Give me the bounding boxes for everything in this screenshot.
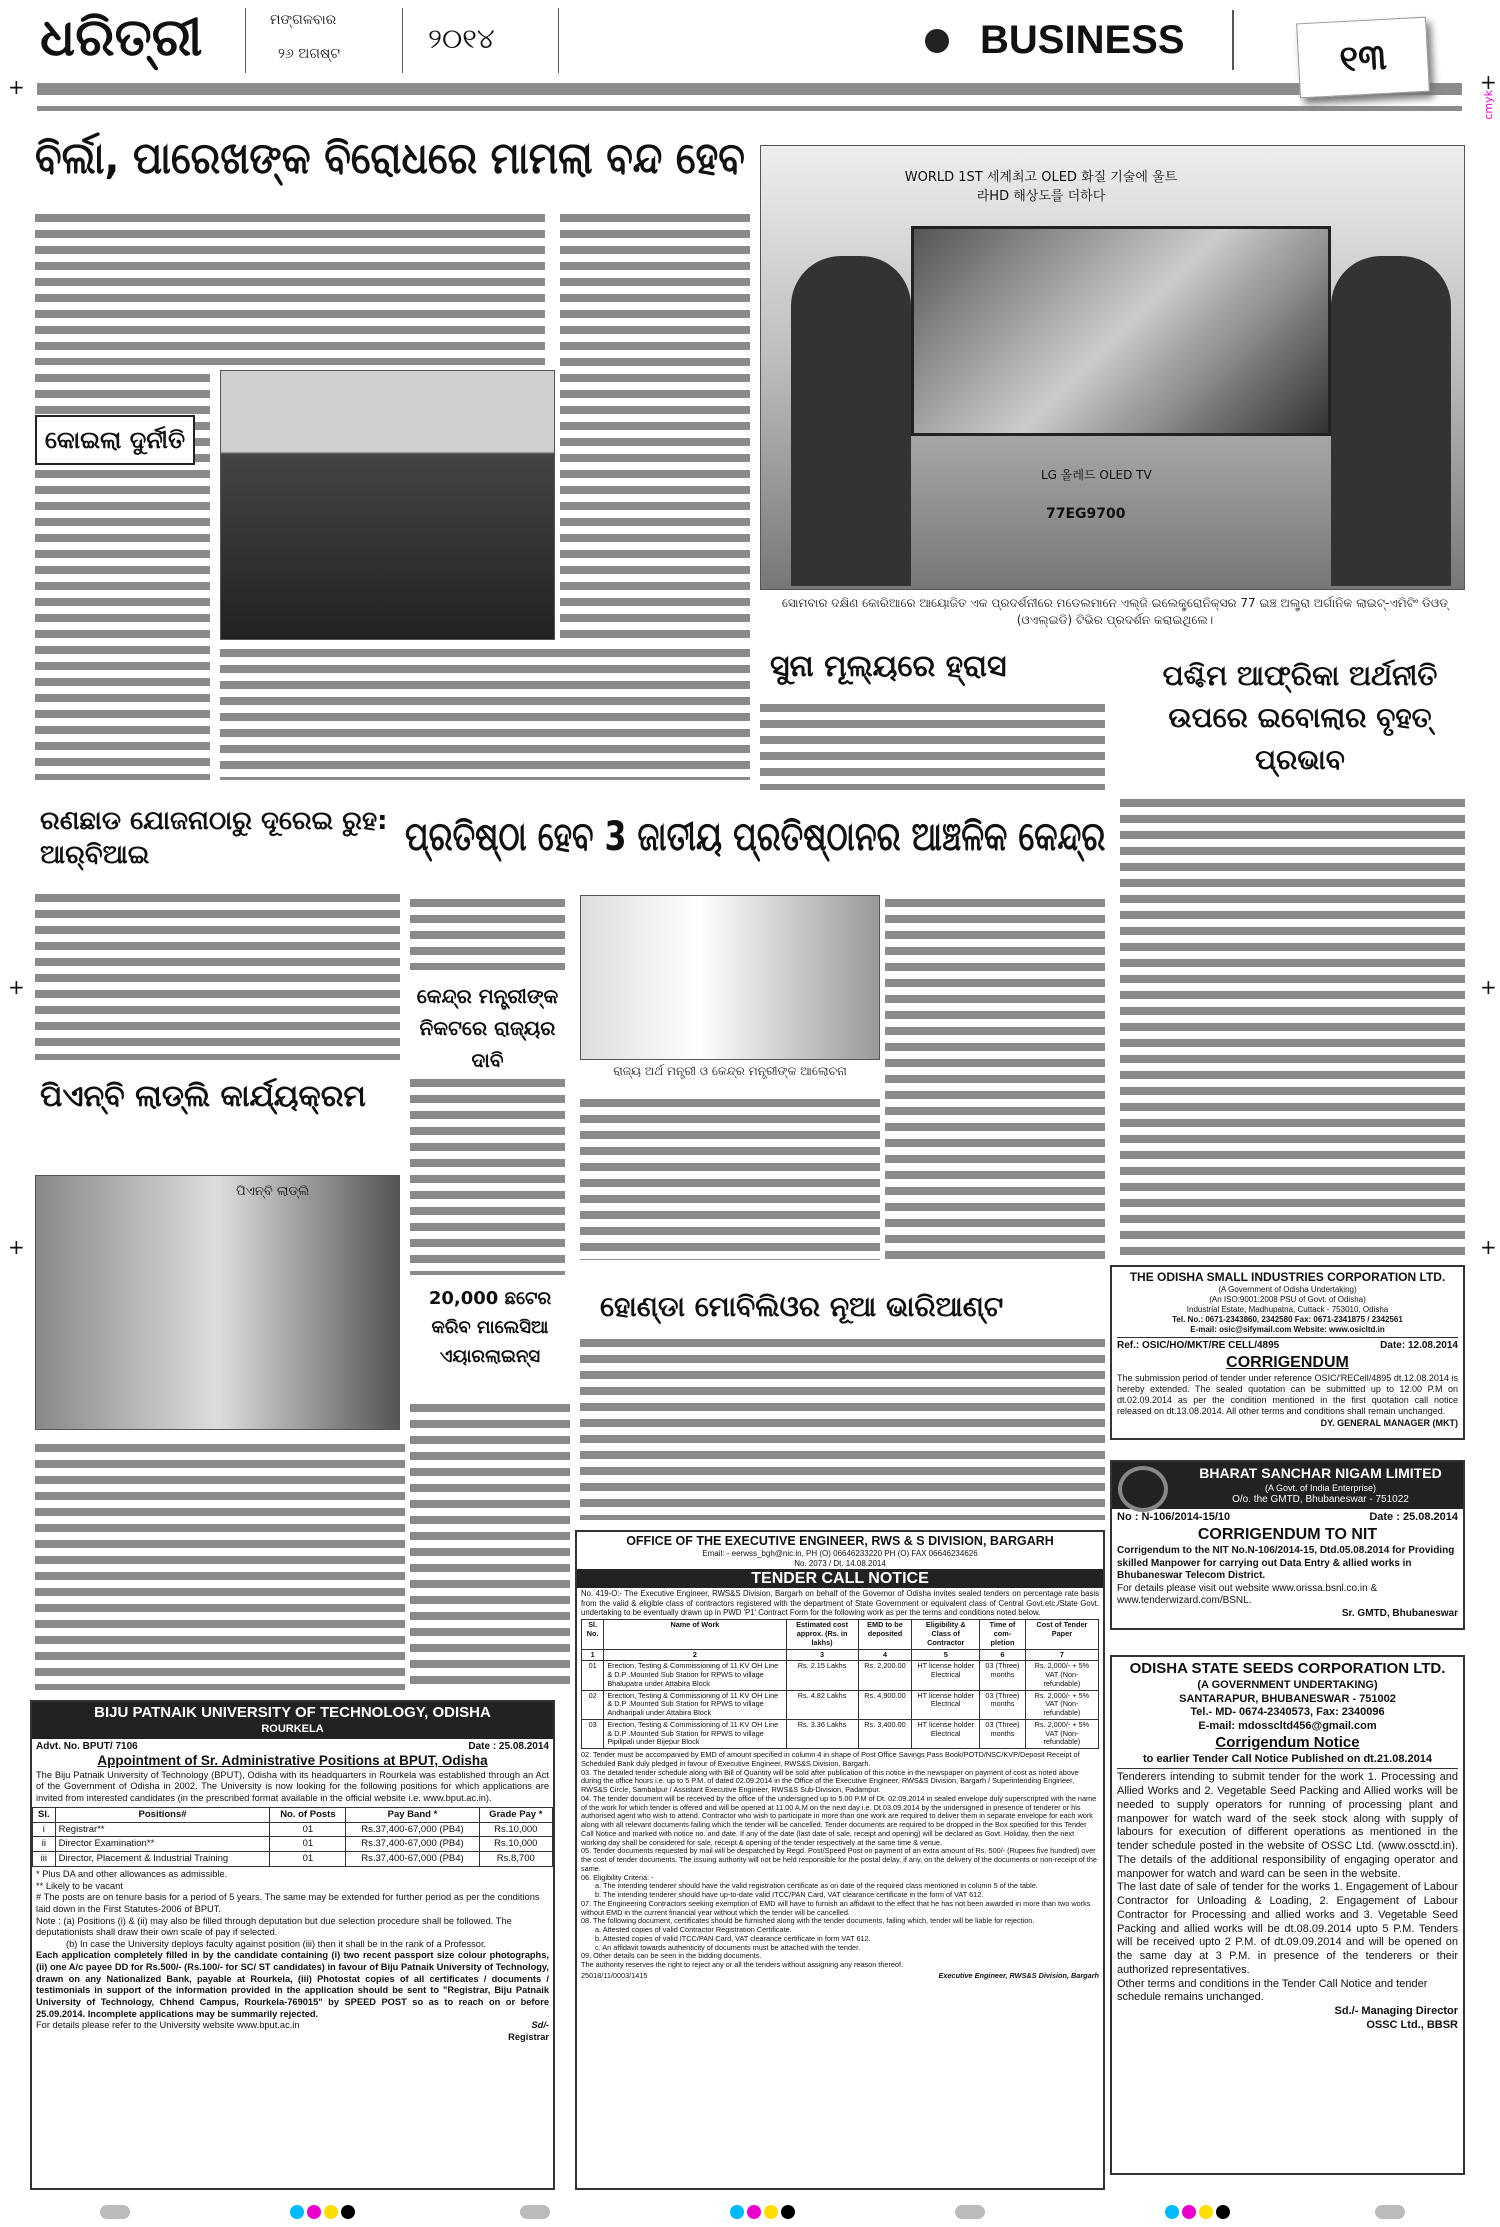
tender-note: 07. The Engineering Contractors seeking exemption of EMD will have to furnish an affidavit to the effect that he has not been awarded in more than two works without EMD in the current financial year without which the tender will be cancelled. xyxy=(581,1898,1091,1917)
tender-note: 09. Other details can be seen in the bidding documents. xyxy=(581,1951,762,1961)
table-cell: Rs. 2,000/- + 5% VAT (Non-refundable) xyxy=(1025,1719,1098,1748)
ossc-line: E-mail: mdosscltd456@gmail.com xyxy=(1198,1720,1377,1732)
ossc-name: ODISHA STATE SEEDS CORPORATION LTD. xyxy=(1129,1660,1446,1677)
ossc-para: Other terms and conditions in the Tender Call Notice and tender schedule remains unchanged. xyxy=(1117,1977,1428,2004)
bput-apply: Each application completely filled in by the candidate containing (i) two recent passport size colour photographs, (ii) one A/c payee DD for Rs.500/- (Rs.100/- for SC/ ST candidates) in favour of Biju Patnaik University of Technology, drawn on any Nationalized Bank, payable at Rourkela, (iii) Photostat copies of all certificates / documents / testimonials in support of the information provided in the application should be sent to "Registrar, Biju Patnaik University of Technology, Chhend Campus, Rourkela-769015" by SPEED POST so as to reach on or before 25.09.2014. Incomplete applications may be summarily rejected. xyxy=(36,1950,549,2019)
table-header: Cost of Tender Paper xyxy=(1025,1620,1098,1649)
bsnl-no: No : N-106/2014-15/10 xyxy=(1117,1511,1231,1524)
tv-sign-text: WORLD 1ST 세계최고 OLED 화질 기술에 울트라HD 해상도를 더하다 xyxy=(904,170,1178,204)
table-cell: iii xyxy=(33,1852,56,1867)
table-cell: Rs.10,000 xyxy=(479,1822,552,1837)
tender-note: 08. The following document, certificates should be furnished along with the tender documents, failing which, tender will be liable for rejection. xyxy=(581,1916,1035,1926)
table-cell: 01 xyxy=(270,1837,346,1852)
column-number: 3 xyxy=(786,1649,858,1661)
table-row xyxy=(33,1822,553,1837)
bput-details: For details please refer to the University website www.bput.ac.in xyxy=(36,2020,300,2031)
table-header: Pay Band * xyxy=(346,1807,479,1822)
tender-note: a. Attested copies of valid Contractor Registration Certificate. xyxy=(595,1925,792,1935)
newspaper-logo: ଧରିତ୍ରୀ xyxy=(40,8,203,68)
ossc-line: Tel.- MD- 0674-2340573, Fax: 2340096 xyxy=(1190,1706,1385,1719)
table-cell: Rs. 2.15 Lakhs xyxy=(786,1661,858,1690)
osic-line: Industrial Estate, Madhupatna, Cuttack - 753010, Odisha xyxy=(1186,1305,1389,1314)
header-bar xyxy=(37,83,1462,95)
table-cell: i xyxy=(33,1822,56,1837)
tender-title: TENDER CALL NOTICE xyxy=(577,1569,1103,1588)
bput-title: Appointment of Sr. Administrative Positions at BPUT, Odisha xyxy=(97,1753,488,1768)
osic-date: Date: 12.08.2014 xyxy=(1380,1340,1458,1351)
ossc-sign: OSSC Ltd., BBSR xyxy=(1366,2018,1458,2031)
headline-pnb: ପିଏନ୍‌ବି ଲାଡ୍‌ଲି କାର୍ଯ୍ୟକ୍ରମ xyxy=(40,1079,366,1114)
tender-no: No. 2073 / Dt. 14.08.2014 xyxy=(794,1558,886,1568)
tender-table xyxy=(581,1619,1099,1749)
article-body xyxy=(885,895,1105,1260)
table-cell: HT license holder Electrical xyxy=(912,1690,980,1719)
headline-birla: ବିର୍ଲା, ପାରେଖଙ୍କ ବିରୋଧରେ ମାମଲା ବନ୍ଦ ହେବ xyxy=(35,133,745,184)
table-header: EMD to be deposited xyxy=(858,1620,912,1649)
article-body xyxy=(560,210,750,645)
table-row xyxy=(33,1852,553,1867)
ossc-sign: Sd./- Managing Director xyxy=(1334,2005,1458,2017)
table-cell: Rs.37,400-67,000 (PB4) xyxy=(346,1822,479,1837)
article-body xyxy=(35,890,400,1060)
tender-note: 02. Tender must be accompanied by EMD of amount specified in column 4 in shape of Post Office Savings Pass Book/POTD/NSC/KVP/Deposit Receipt of Scheduled Bank duly pledged in favour of Executive Engineer, RWS&S Division, Bargarh. xyxy=(581,1750,1080,1768)
issue-year: ୨୦୧୪ xyxy=(428,22,495,55)
bput-recruitment-ad xyxy=(30,1700,555,2190)
table-cell: Rs. 3,400.00 xyxy=(858,1719,912,1748)
table-cell: 01 xyxy=(270,1852,346,1867)
section-title: BUSINESS xyxy=(980,18,1185,62)
bput-note: Note : (a) Positions (i) & (ii) may also be filled through deputation but due selection procedure shall be followed. The deputationists shall draw their own scale of pay if selected. xyxy=(36,1915,512,1938)
bsnl-date: Date : 25.08.2014 xyxy=(1369,1511,1458,1524)
bsnl-details: For details please visit out website www.orissa.bsnl.co.in & www.tenderwizard.com/BSNL. xyxy=(1117,1582,1378,1606)
page-number: ୧୩ xyxy=(1338,36,1388,81)
table-header: Time of com-pletion xyxy=(980,1620,1026,1649)
page-number-tab xyxy=(1296,17,1430,99)
issue-day: ମଙ୍ଗଳବାର xyxy=(270,12,337,28)
table-cell: Rs. 2,000/- + 5% VAT (Non-refundable) xyxy=(1025,1690,1098,1719)
crop-mark: + xyxy=(1480,1235,1497,1259)
article-body xyxy=(580,1095,880,1260)
header-rule xyxy=(37,106,1462,111)
table-cell: 03 xyxy=(582,1719,604,1748)
tender-note: 06. Eligibility Criteria: - xyxy=(581,1872,654,1882)
article-body xyxy=(410,895,565,970)
article-body xyxy=(580,1335,1105,1520)
osic-name: THE ODISHA SMALL INDUSTRIES CORPORATION LTD. xyxy=(1129,1270,1446,1284)
table-cell: Rs. 2,200.00 xyxy=(858,1661,912,1690)
bput-notes xyxy=(36,1869,549,1950)
bput-note: * Plus DA and other allowances as admissible. xyxy=(36,1869,228,1880)
osic-line: E-mail: osic@sifymail.com Website: www.osicltd.in xyxy=(1117,1325,1458,1338)
tender-note: c. An affidavit towards authenticity of documents must be attached with the tender. xyxy=(595,1942,861,1952)
crop-mark: + xyxy=(1480,975,1497,999)
ossc-subtitle: to earlier Tender Call Notice Published on dt.21.08.2014 xyxy=(1117,1753,1458,1770)
ossc-line: SANTARAPUR, BHUBANESWAR - 751002 xyxy=(1179,1692,1396,1705)
ossc-para: The last date of sale of tender for the works 1. Engagement of Labour Contractor for Unloading & Loading, 2. Engagement of Labour Contractor for Processing and allied works and 3. Vegetable Seed Packing and allied works will be dt.08.09.2014 upto 5 P.M. Tenders will be received upto 2 P.M. of dt.09.09.2014 and will be opened on the same day at 3 P.M. in presence of the tenderers or their authorized representatives. xyxy=(1117,1881,1458,1976)
masthead xyxy=(0,0,1500,125)
table-header: Estimated cost approx. (Rs. in lakhs) xyxy=(786,1620,858,1649)
table-cell: 02 xyxy=(582,1690,604,1719)
table-row xyxy=(582,1661,1099,1690)
play-icon xyxy=(925,29,949,53)
article-body xyxy=(220,645,750,780)
table-header: No. of Posts xyxy=(270,1807,346,1822)
bput-note: ** Likely to be vacant xyxy=(36,1880,123,1891)
column-number: 7 xyxy=(1025,1649,1098,1661)
bsnl-logo-icon xyxy=(1118,1466,1168,1512)
table-cell: Rs.37,400-67,000 (PB4) xyxy=(346,1852,479,1867)
headline-ebola: ପଶ୍ଚିମ ଆଫ୍ରିକା ଅର୍ଥନୀତି ଉପରେ ଇବୋଲାର ବୃହତ୍ ପ୍ରଭାବ xyxy=(1162,659,1438,776)
table-cell: 01 xyxy=(270,1822,346,1837)
table-cell: Registrar** xyxy=(55,1822,270,1837)
table-cell: Director, Placement & Industrial Training xyxy=(55,1852,270,1867)
table-cell: Rs.37,400-67,000 (PB4) xyxy=(346,1837,479,1852)
osic-line: (An ISO:9001:2008 PSU of Govt. of Odisha) xyxy=(1209,1295,1366,1304)
table-cell: Erection, Testing & Commissioning of 11 KV OH Line & D.P .Mounted Sub Station for RPWS to village Andharipali under Attabira Block xyxy=(604,1690,786,1719)
issue-date: ୨୬ ଅଗଷ୍ଟ xyxy=(278,46,341,62)
table-cell: Rs. 4,900.00 xyxy=(858,1690,912,1719)
table-header: Eligibility & Class of Contractor xyxy=(912,1620,980,1649)
table-cell: 03 (Three) months xyxy=(980,1661,1026,1690)
table-header: Positions# xyxy=(55,1807,270,1822)
meeting-photo xyxy=(580,895,880,1060)
table-cell: Rs.10,000 xyxy=(479,1837,552,1852)
lg-oled-tv-photo xyxy=(760,145,1465,590)
article-body xyxy=(35,1440,405,1690)
model-left xyxy=(791,256,911,586)
bput-sign: Sd/- xyxy=(531,2020,549,2031)
bput-name: BIJU PATNAIK UNIVERSITY OF TECHNOLOGY, ODISHA xyxy=(94,1704,491,1721)
osic-sign: DY. GENERAL MANAGER (MKT) xyxy=(1320,1417,1458,1428)
table-cell: Rs. 4.82 Lakhs xyxy=(786,1690,858,1719)
tender-code: 25018/11/0003/1415 xyxy=(581,1970,648,1980)
table-cell: 03 (Three) months xyxy=(980,1719,1026,1748)
bsnl-title: CORRIGENDUM TO NIT xyxy=(1197,1526,1378,1543)
article-body xyxy=(410,1075,565,1275)
bput-note: (b) In case the University deploys faculty against position (iii) then it shall be in the rank of a Professor. xyxy=(66,1938,487,1949)
table-header: Grade Pay * xyxy=(479,1807,552,1822)
column-number: 5 xyxy=(912,1649,980,1661)
column-number: 2 xyxy=(604,1649,786,1661)
tender-note: 03. The detailed tender schedule along with Bill of Quantity will be sold after publication of this notice in the newspaper on payment of cost as noted above during the office hours i.e. up to 5 P.M. of dated 02.09.2014 in the Office of the Executive Engineer, RWS&S Division, Bargarh / Superintending Engineer, RWS&S Circle, Sambalpur / Assistant Executive Engineer, RWS&S Sub-Division, Padampur. xyxy=(581,1767,1079,1795)
bput-date: Date : 25.08.2014 xyxy=(468,1740,549,1752)
tender-contact: Email: - eerwss_bgh@nic.in, PH (O) 06646233220 PH (O) FAX 06646234626 xyxy=(702,1549,978,1558)
bsnl-line: (A Govt. of India Enterprise) xyxy=(1264,1482,1377,1493)
headline-rbi: ରଣଛାଡ ଯୋଜନାଠାରୁ ଦୂରେଇ ରୁହ: ଆର୍‌ବିଆଇ xyxy=(40,806,388,870)
osic-line: Tel. No.: 0671-2343860, 2342580 Fax: 0671-2341875 / 2342561 xyxy=(1172,1315,1403,1324)
table-header: Sl. No. xyxy=(582,1620,604,1649)
table-cell: Rs.8,700 xyxy=(479,1852,552,1867)
osic-corrigendum-ad xyxy=(1110,1265,1465,1440)
bput-positions-table xyxy=(32,1807,553,1868)
coal-mine-photo xyxy=(220,370,555,640)
ossc-corrigendum-ad xyxy=(1110,1655,1465,2175)
bsnl-body: Corrigendum to the NIT No.N-106/2014-15, Dtd.05.08.2014 for Providing skilled Manpower for carrying out Data Entry & allied works in Bhubaneswar Telecom District. xyxy=(1117,1545,1455,1581)
tender-note: The authority reserves the right to reject any or all the tenders without assigning any reason thereof. xyxy=(581,1960,904,1970)
table-cell: HT license holder Electrical xyxy=(912,1719,980,1748)
banner-text: ପିଏନ୍‌ବି ଲାଡ୍‌ଲି xyxy=(236,1184,310,1199)
ossc-title: Corrigendum Notice xyxy=(1215,1733,1360,1751)
osic-line: (A Government of Odisha Undertaking) xyxy=(1218,1285,1357,1294)
table-cell: 01 xyxy=(582,1661,604,1690)
tender-note: 04. The tender document will be received by the office of the undersigned up to 5.00 P.M of Dt. 02.09.2014 in sealed envelope duly superscripted with the name of the work for which tender is offered and will be opened at 11.00 A.M on the next day i.e. Dt.03.09.2014 by the undersigned in presence of tenderer or his authorised agent who wish to attend. Contractor who wish to participate in more than one work are required to deliver them in separate envelope for each work along with all relevant documents failing which the tender will be cancelled. Tender documents are required to be dropped in the Box specified for this Tender Call Notice and marked with notice no. and date. If any of the date (last date of sale, receipt and opening) will be declared as Govt. Holiday, then the next working day shall be considered for sale, receipt & opening of the tender respectively at the same time & venue. xyxy=(581,1793,1097,1847)
table-row xyxy=(33,1837,553,1852)
subheading-coal-scam: କୋଇଲା ଦୁର୍ନୀତି xyxy=(35,415,195,465)
table-row xyxy=(582,1719,1099,1748)
tender-note: b. The intending tenderer should have up-to-date valid ITCC/PAN Card, VAT clearance certificate in the form of VAT 612. xyxy=(595,1890,984,1900)
table-cell: Rs. 2,000/- + 5% VAT (Non-refundable) xyxy=(1025,1661,1098,1690)
subheadline-state-demand: କେନ୍ଦ୍ର ମନ୍ତ୍ରୀଙ୍କ ନିକଟରେ ରାଜ୍ୟର ଦାବି xyxy=(416,984,559,1072)
tender-sign: Executive Engineer, RWS&S Division, Bargarh xyxy=(938,1970,1099,1980)
ossc-para: Tenderers intending to submit tender for the work 1. Processing and Allied Works and 2. Vegetable Seed Packing and Allied works will be needed to supply operators for running of processing plant and manpower for watch ward of the seek stock along with supply of labours for execution of different operations as mentioned in the tender schedule posted in the website of OSSC Ltd. (www.ossctd.in). The details of the additional responsibility of engaging operator and manpower for watch and ward can be seen in the website. xyxy=(1117,1771,1458,1880)
pnb-event-photo xyxy=(35,1175,400,1430)
headline-malaysia-airlines: 20,000 ଛଟେର କରିବ ମାଲେସିଆ ଏୟାରଲାଇନ୍ସ xyxy=(428,1288,552,1367)
registration-marks xyxy=(0,2205,1500,2225)
table-cell: Erection, Testing & Commissioning of 11 KV OH Line & D.P .Mounted Sub Station for RPWS to village Pipilipali under Bijepur Block xyxy=(604,1719,786,1748)
column-number: 6 xyxy=(980,1649,1026,1661)
article-body xyxy=(760,700,1105,790)
table-cell: HT license holder Electrical xyxy=(912,1661,980,1690)
tv-model: 77EG9700 xyxy=(1046,506,1126,522)
osic-body: The submission period of tender under reference OSIC/'RECell/4895 dt.12.08.2014 is hereby extended. The sealed quotation can be submitted up to 12.00 P.M on dt.02.09.2014 as per the condition mentioned in the first quotation call notice released on dt.13.08.2014. All other terms and conditions shall remain unchanged. xyxy=(1117,1372,1458,1417)
cmyk-mark: cmyk xyxy=(1482,90,1495,120)
bsnl-line: O/o. the GMTD, Bhubaneswar - 751022 xyxy=(1232,1493,1409,1505)
tv-brand: LG 올레드 OLED TV xyxy=(1041,468,1152,482)
article-body xyxy=(1120,795,1465,1260)
headline-honda: ହୋଣ୍ଡା ମୋବିଲିଓର ନୂଆ ଭାରିଆଣ୍ଟ xyxy=(600,1290,1004,1323)
crop-mark: + xyxy=(8,1235,25,1259)
article-body xyxy=(410,1400,570,1685)
meeting-photo-caption: ରାଜ୍ୟ ଅର୍ଥ ମନ୍ତ୍ରୀ ଓ କେନ୍ଦ୍ର ମନ୍ତ୍ରୀଙ୍କ ଆଲୋଚନା xyxy=(613,1064,847,1078)
table-cell: Erection, Testing & Commissioning of 11 KV OH Line & D.P .Mounted Sub Station for RPWS to village Bhalupatra under Attabira Block xyxy=(604,1661,786,1690)
article-body xyxy=(35,210,545,365)
table-cell: Rs. 3.36 Lakhs xyxy=(786,1719,858,1748)
tv-photo-caption: ସୋମବାର ଦକ୍ଷିଣ କୋରିଆରେ ଆୟୋଜିତ ଏକ ପ୍ରଦର୍ଶନୀରେ ମଡେଲମାନେ ଏଲ୍‌ଜି ଇଲେକ୍ଟ୍ରୋନିକ୍ସର 77 ଇଞ୍ଚ ଅଲ୍ଟ୍ରା ଅର୍ଗାନିକ ଲାଇଟ୍-ଏମିଟିଂ ଡିଓଡ୍ (ଓଏଲ୍‌ଇଡି) ଟିଭିର ପ୍ରଦର୍ଶନ କରାଇଥିଲେ। xyxy=(781,596,1449,627)
bput-intro: The Biju Patnaik University of Technology (BPUT), Odisha with its headquarters in Rourkela was established through an Act of the Government of Odisha in 2002. The University is now looking for the following positions for which applications are invited from interested candidates (in the prescribed format available in the official website i.e. www.bput.ac.in). xyxy=(36,1769,549,1804)
model-right xyxy=(1331,256,1451,586)
bsnl-name: BHARAT SANCHAR NIGAM LIMITED xyxy=(1199,1465,1442,1481)
tender-note: a. The intending tenderer should have the valid registration certificate as on date of the required class mentioned in column 5 of the table. xyxy=(595,1881,1038,1891)
rws-tender-notice-ad xyxy=(575,1530,1105,2190)
table-header: Sl. xyxy=(33,1807,56,1822)
bsnl-sign: Sr. GMTD, Bhubaneswar xyxy=(1341,1607,1458,1619)
table-cell: ii xyxy=(33,1837,56,1852)
table-row xyxy=(582,1690,1099,1719)
crop-mark: + xyxy=(8,75,25,99)
crop-mark: + xyxy=(1480,70,1497,94)
bput-note: # The posts are on tenure basis for a period of 5 years. The same may be extended for further period as per the conditions laid down in the First Statutes-2006 of BPUT. xyxy=(36,1892,540,1915)
headline-institutes: ପ୍ରତିଷ୍ଠା ହେବ 3 ଜାତୀୟ ପ୍ରତିଷ୍ଠାନର ଆଞ୍ଚଳିକ କେନ୍ଦ୍ର xyxy=(405,814,1106,860)
bput-city: ROURKELA xyxy=(261,1722,324,1735)
crop-mark: + xyxy=(8,975,25,999)
bput-advt: Advt. No. BPUT/ 7106 xyxy=(36,1740,138,1752)
bsnl-corrigendum-ad xyxy=(1110,1460,1465,1630)
osic-ref: Ref.: OSIC/HO/MKT/RE CELL/4895 xyxy=(1117,1340,1280,1351)
table-header: Name of Work xyxy=(604,1620,786,1649)
tender-office: OFFICE OF THE EXECUTIVE ENGINEER, RWS & S DIVISION, BARGARH xyxy=(626,1534,1054,1548)
table-cell: 03 (Three) months xyxy=(980,1690,1026,1719)
tender-note: b. Attested copies of valid ITCC/PAN Card, VAT clearance certificate in form VAT 612. xyxy=(595,1933,871,1943)
ossc-line: (A GOVERNMENT UNDERTAKING) xyxy=(1197,1678,1378,1691)
bput-sign-title: Registrar xyxy=(508,2031,549,2042)
table-cell: Director Examination** xyxy=(55,1837,270,1852)
headline-gold: ସୁନା ମୂଲ୍ୟରେ ହ୍ରାସ xyxy=(770,649,1007,684)
tender-intro: No. 419-O:- The Executive Engineer, RWS&S Division, Bargarh on behalf of the Governor of Odisha invites sealed tenders on percentage rate basis from the valid & eligible class of contractors registered with the department of State Government or equivalent class of Central Govt.etc./State Govt. undertaking to be eventually drawn up in PWD 'P1' Contract Form for the following work as per the terms and conditions noted below. xyxy=(581,1589,1099,1618)
tender-notes xyxy=(581,1751,1099,1970)
column-number: 4 xyxy=(858,1649,912,1661)
column-number: 1 xyxy=(582,1649,604,1661)
tv-screen xyxy=(911,226,1331,436)
tender-note: 05. Tender documents requested by mail will be despatched by Regd. Post/Speed Post on payment of an extra amount of Rs. 500/- (Rupees five hundred) over the cost of tender documents. The issuing authority will not be held responsible for the postal delay, if any, on the delivery of the documents or non-receipt of the same. xyxy=(581,1846,1097,1873)
osic-title: CORRIGENDUM xyxy=(1226,1353,1349,1371)
